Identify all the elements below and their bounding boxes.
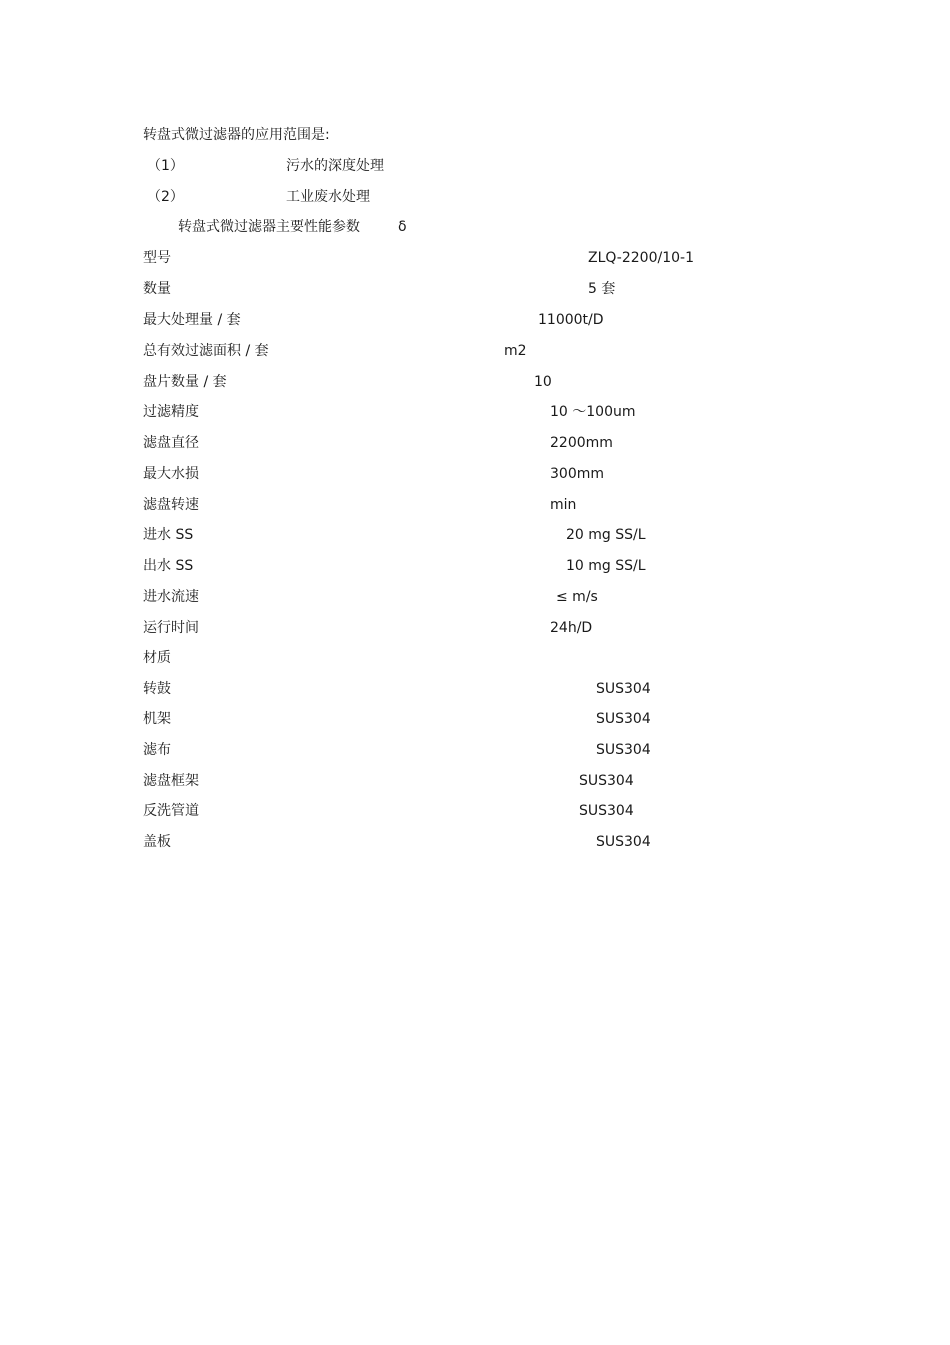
param-value: SUS304 [579,773,634,789]
param-label: 滤盘转速 [143,497,199,513]
param-value: SUS304 [596,834,651,850]
param-value: 10 mg SS/L [566,558,646,574]
param-value: SUS304 [579,803,634,819]
param-value: 24h/D [550,620,593,636]
application-number: （1） [147,158,184,174]
param-label: 出水 SS [143,558,194,574]
param-label: 滤盘直径 [143,435,199,451]
param-value: 2200mm [550,435,613,451]
param-label: 进水 SS [143,527,194,543]
param-value: m2 [504,343,527,359]
param-value: 20 mg SS/L [566,527,646,543]
intro-title: 转盘式微过滤器的应用范围是: [143,127,330,143]
param-label: 运行时间 [143,620,199,636]
param-label: 型号 [143,250,171,266]
param-value: ≤ m/s [556,589,598,605]
param-value: 11000t/D [538,312,604,328]
param-label: 过滤精度 [143,404,199,420]
param-label: 机架 [143,711,171,727]
param-value: SUS304 [596,681,651,697]
param-label: 最大处理量 / 套 [143,312,241,328]
param-label: 进水流速 [143,589,199,605]
application-text: 污水的深度处理 [286,158,384,174]
application-text: 工业废水处理 [286,189,370,205]
param-value: 5 套 [588,281,616,297]
param-label: 总有效过滤面积 / 套 [143,343,269,359]
param-label: 盖板 [143,834,171,850]
param-label: 数量 [143,281,171,297]
param-label: 滤布 [143,742,171,758]
param-label: 材质 [143,650,171,666]
param-value: SUS304 [596,711,651,727]
params-symbol: δ [398,219,407,235]
param-value: 10 [534,374,552,390]
param-label: 盘片数量 / 套 [143,374,227,390]
application-number: （2） [147,189,184,205]
params-title: 转盘式微过滤器主要性能参数 [178,219,360,235]
param-label: 反洗管道 [143,803,199,819]
param-label: 最大水损 [143,466,199,482]
param-value: 300mm [550,466,604,482]
param-value: 10 ～100um [550,404,636,420]
param-value: min [550,497,577,513]
param-label: 滤盘框架 [143,773,199,789]
param-label: 转鼓 [143,681,171,697]
param-value: SUS304 [596,742,651,758]
param-value: ZLQ-2200/10-1 [588,250,694,266]
